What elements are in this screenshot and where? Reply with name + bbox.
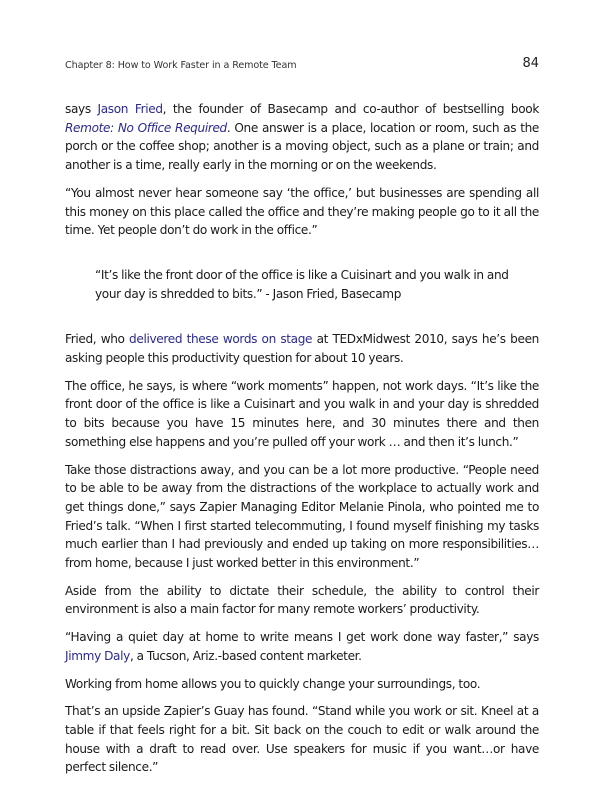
text: Fried, who (65, 332, 130, 347)
paragraph (65, 628, 539, 665)
link-remote-book[interactable]: Remote: No Office Required (65, 120, 227, 135)
text: . One answer is a place, location or room, such as the porch or the coffee shop; another is a moving object, such as a plane or train; and another is a time, really early in the morning or on the weekends. (65, 120, 539, 173)
paragraph: Take those distractions away, and you can be a lot more productive. “People need to be able to be away from the distractions of the workplace to actually work and get things done,” says Zapier Managing Editor Melanie Pinola, who pointed me to Fried’s talk. “When I first started telecommuting, I found myself finishing my tasks much earlier than I had previously and ended up taking on more responsibilities…from home, because I just worked better in this environment.” (65, 462, 539, 571)
chapter-title: Chapter 8: How to Work Faster in a Remote Team (65, 60, 297, 71)
paragraph (65, 330, 539, 367)
paragraph: “You almost never hear someone say ‘the office,’ but businesses are spending all this money on this place called the office and they’re making people go to it all the time. Yet people don’t do work in the office.” (65, 185, 539, 238)
paragraph: That’s an upside Zapier’s Guay has found. “Stand while you work or sit. Kneel at a table if that feels right for a bit. Sit back on the couch to edit or walk around the house with a draft to read over. Use speakers for music if you want…or have perfect silence.” (65, 704, 539, 775)
page-number: 84 (522, 56, 539, 71)
link-ted-talk[interactable]: delivered these words on stage (129, 332, 313, 347)
page-body (65, 100, 539, 786)
link-jason-fried[interactable]: Jason Fried (97, 102, 163, 116)
text: “Having a quiet day at home to write means I get work done way faster,” says (65, 630, 539, 645)
page-header (65, 56, 539, 76)
paragraph: Aside from the ability to dictate their schedule, the ability to control their environment is also a main factor for many remote workers’ productivity. (65, 583, 539, 617)
text: says (65, 102, 98, 116)
link-jimmy-daly[interactable]: Jimmy Daly (65, 648, 130, 663)
text: , the founder of Basecamp and co-author of bestselling book (162, 102, 540, 116)
paragraph (65, 100, 539, 175)
paragraph: Working from home allows you to quickly change your surroundings, too. (65, 676, 481, 691)
blockquote: “It’s like the front door of the office is like a Cuisinart and you walk in and your day is shredded to bits.” - Jason Fried, Basecamp (95, 267, 509, 301)
text: , a Tucson, Ariz.-based content marketer. (129, 648, 362, 663)
text: at TEDxMidwest 2010, says he’s been asking people this productivity question for about 10 years. (65, 332, 539, 366)
paragraph: The office, he says, is where “work moments” happen, not work days. “It’s like the front door of the office is like a Cuisinart and you walk in and your day is shredded to bits because you have 15 minutes here, and 30 minutes there and then something else happens and you’re pulled off your work … and then it’s lunch.” (65, 378, 539, 449)
